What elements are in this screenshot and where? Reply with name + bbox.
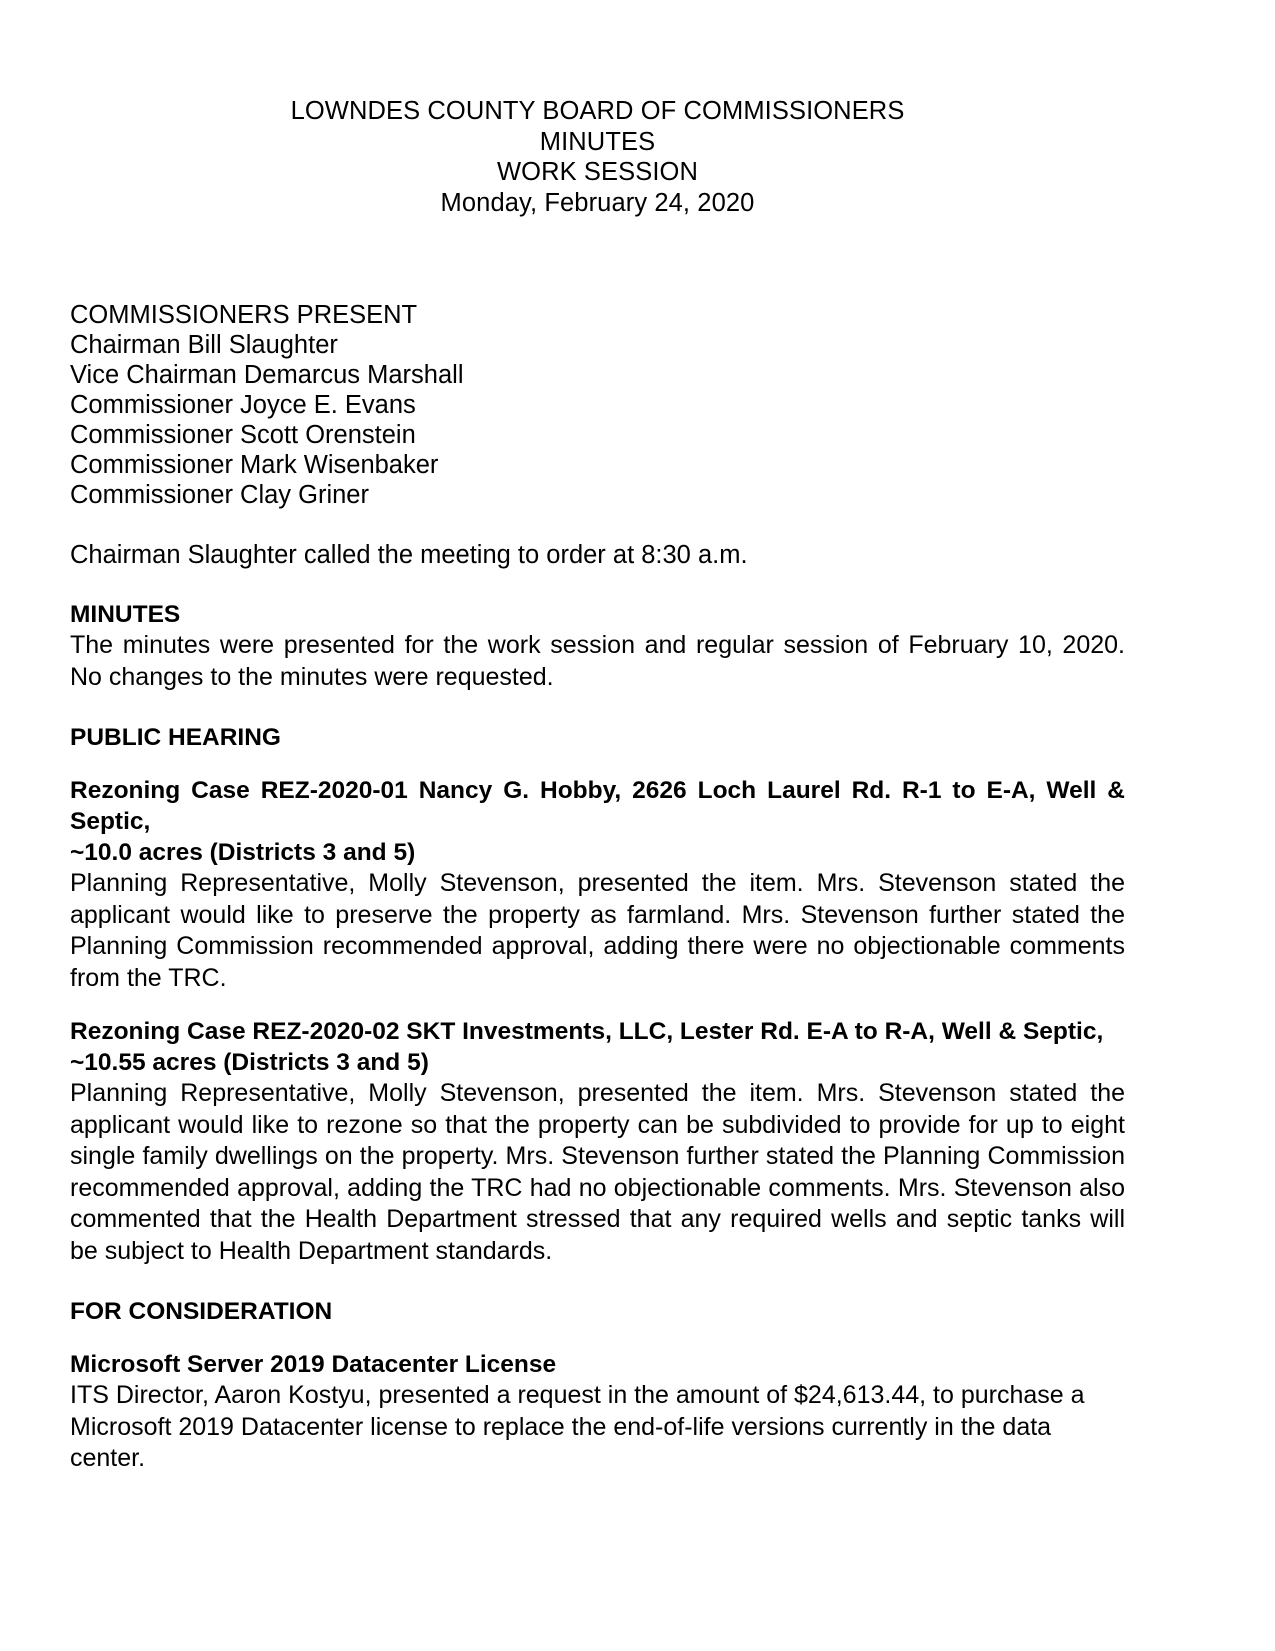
call-to-order-spacer	[70, 570, 1125, 600]
header-line-document-type: MINUTES	[539, 127, 656, 156]
for-consideration-spacer-1	[70, 1327, 1125, 1349]
public-hearing-spacer-1	[70, 753, 1125, 775]
commissioner-chairman: Chairman Bill Slaughter	[70, 331, 338, 359]
call-to-order-line: Chairman Slaughter called the meeting to order at 8:30 a.m.	[70, 541, 748, 569]
minutes-paragraph: The minutes were presented for the work session and regular session of February 10, 2020. No changes to the minutes were requested.	[70, 631, 1125, 691]
rezoning-case-1-heading-line1: Rezoning Case REZ-2020-01 Nancy G. Hobby, 2626 Loch Laurel Rd. R-1 to E-A, Well & Septic,	[70, 777, 1125, 835]
microsoft-license-paragraph: ITS Director, Aaron Kostyu, presented a request in the amount of $24,613.44, to purchase a Microsoft 2019 Datacenter license to replace the end-of-life versions currently in the data center.	[70, 1381, 1085, 1472]
commissioners-present-title: COMMISSIONERS PRESENT	[70, 301, 418, 329]
rezoning-case-1-heading-line2: ~10.0 acres (Districts 3 and 5)	[70, 839, 416, 866]
header-spacer	[70, 218, 1125, 300]
rezoning-case-1-paragraph: Planning Representative, Molly Stevenson, presented the item. Mrs. Stevenson stated the applicant would like to preserve the property as farmland. Mrs. Stevenson further stated the Planning Commission recommended approval, adding there were no objectionable comments from the TRC.	[70, 869, 1125, 992]
rezoning-case-2-heading	[70, 1016, 1125, 1078]
commissioner-vice-chairman: Vice Chairman Demarcus Marshall	[70, 361, 464, 389]
section-heading-for-consideration: FOR CONSIDERATION	[70, 1298, 333, 1325]
commissioner-wisenbaker: Commissioner Mark Wisenbaker	[70, 451, 439, 479]
commissioner-orenstein: Commissioner Scott Orenstein	[70, 421, 416, 449]
public-hearing-spacer-2	[70, 994, 1125, 1016]
document-body	[70, 96, 1125, 1475]
rezoning-case-2-paragraph: Planning Representative, Molly Stevenson, presented the item. Mrs. Stevenson stated the applicant would like to rezone so that the property can be subdivided to provide for up to eight single family dwellings on the property. Mrs. Stevenson further stated the Planning Commission recommended approval, adding the TRC had no objectionable comments. Mrs. Stevenson also commented that the Health Department stressed that any required wells and septic tanks will be subject to Health Department standards.	[70, 1079, 1125, 1265]
public-hearing-spacer-3	[70, 1267, 1125, 1297]
commissioner-evans: Commissioner Joyce E. Evans	[70, 391, 416, 419]
rezoning-case-2-heading-line1: Rezoning Case REZ-2020-02 SKT Investments, LLC, Lester Rd. E-A to R-A, Well & Septic,	[70, 1018, 1104, 1045]
header-line-date: Monday, February 24, 2020	[440, 188, 755, 217]
commissioner-griner: Commissioner Clay Griner	[70, 481, 369, 509]
section-heading-public-hearing: PUBLIC HEARING	[70, 724, 281, 751]
header-line-session-type: WORK SESSION	[497, 158, 698, 186]
rezoning-case-2-heading-line2: ~10.55 acres (Districts 3 and 5)	[70, 1049, 429, 1076]
minutes-spacer	[70, 693, 1125, 723]
microsoft-license-heading: Microsoft Server 2019 Datacenter License	[70, 1351, 557, 1378]
header-line-organization: LOWNDES COUNTY BOARD OF COMMISSIONERS	[290, 97, 905, 125]
rezoning-case-1-heading	[70, 775, 1125, 868]
commissioners-present-block	[70, 300, 1125, 510]
document-header	[70, 96, 1125, 218]
attendance-spacer	[70, 510, 1125, 540]
section-heading-minutes: MINUTES	[70, 601, 181, 628]
